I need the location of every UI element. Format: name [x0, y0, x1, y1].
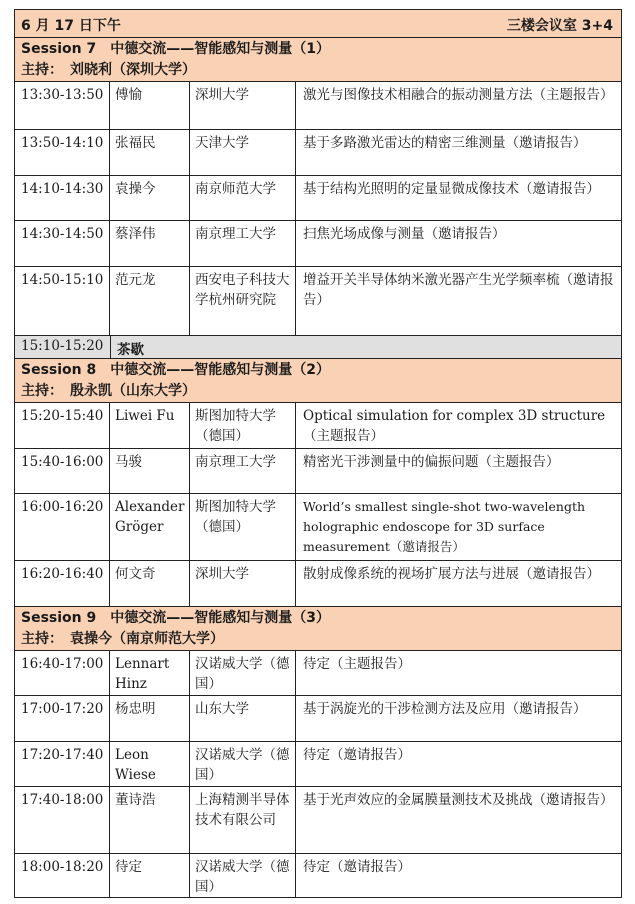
talk-speaker: 张福民	[110, 130, 190, 175]
talk-title: Optical simulation for complex 3D structure（主题报告）	[303, 408, 606, 444]
talk-speaker: 董诗浩	[110, 787, 190, 853]
table-row	[15, 403, 621, 449]
talk-time: 17:00-17:20	[15, 696, 110, 741]
talk-title: 待定（邀请报告）	[303, 859, 411, 875]
talk-title: World’s smallest single-shot two-wavelength holographic endoscope for 3D surface measurement（邀请报告）	[303, 499, 586, 554]
break-time: 15:10-15:20	[21, 338, 104, 354]
day-room: 三楼会议室 3+4	[506, 18, 613, 34]
table-row	[15, 267, 621, 336]
talk-title: 待定（主题报告）	[303, 656, 411, 672]
talk-speaker: Lennart Hinz	[110, 651, 190, 695]
talk-affiliation: 天津大学	[190, 130, 296, 175]
talk-affiliation: 深圳大学	[190, 561, 296, 606]
schedule-table	[14, 9, 622, 898]
talk-title: 增益开关半导体纳米激光器产生光学频率梳（邀请报告）	[303, 272, 614, 308]
talk-time: 15:20-15:40	[15, 403, 110, 448]
talk-title: 扫焦光场成像与测量（邀请报告）	[303, 226, 506, 242]
table-row	[15, 787, 621, 854]
day-date: 6 月 17 日下午	[21, 18, 121, 34]
talk-affiliation: 汉诺威大学（德国）	[190, 651, 296, 695]
talk-speaker: 傅愉	[110, 82, 190, 129]
session-header	[15, 607, 621, 651]
talk-time: 13:30-13:50	[15, 82, 110, 129]
talk-time: 16:20-16:40	[15, 561, 110, 606]
talk-affiliation: 南京师范大学	[190, 176, 296, 220]
table-row	[15, 696, 621, 742]
talk-title: 精密光干涉测量中的偏振问题（主题报告）	[303, 454, 560, 470]
talk-time: 15:40-16:00	[15, 449, 110, 493]
talk-time: 17:40-18:00	[15, 787, 110, 853]
talk-time: 14:10-14:30	[15, 176, 110, 220]
session-chair: 主持： 袁操今（南京师范大学）	[21, 631, 224, 647]
talk-speaker: 袁操今	[110, 176, 190, 220]
talk-speaker: 范元龙	[110, 267, 190, 335]
talk-time: 18:00-18:20	[15, 854, 110, 897]
talk-affiliation: 南京理工大学	[190, 221, 296, 266]
session-header	[15, 38, 621, 82]
talk-speaker: 蔡泽伟	[110, 221, 190, 266]
talk-title: 基于多路激光雷达的精密三维测量（邀请报告）	[303, 135, 587, 151]
table-row	[15, 130, 621, 176]
talk-speaker: 马骏	[110, 449, 190, 493]
talk-speaker: 杨忠明	[110, 696, 190, 741]
talk-title: 散射成像系统的视场扩展方法与进展（邀请报告）	[303, 566, 600, 582]
talk-title: 待定（邀请报告）	[303, 747, 411, 763]
talk-time: 14:50-15:10	[15, 267, 110, 335]
talk-affiliation: 深圳大学	[190, 82, 296, 129]
session-chair: 主持： 刘晓利（深圳大学）	[21, 62, 196, 78]
session-chair: 主持： 殷永凯（山东大学）	[21, 383, 196, 399]
talk-speaker: Liwei Fu	[110, 403, 190, 448]
talk-affiliation: 山东大学	[190, 696, 296, 741]
talk-time: 17:20-17:40	[15, 742, 110, 786]
table-row	[15, 561, 621, 607]
talk-affiliation: 上海精测半导体技术有限公司	[190, 787, 296, 853]
talk-time: 13:50-14:10	[15, 130, 110, 175]
talk-title: 基于结构光照明的定量显微成像技术（邀请报告）	[303, 181, 600, 197]
session-title: Session 8 中德交流——智能感知与测量（2）	[21, 362, 330, 378]
talk-time: 16:00-16:20	[15, 494, 110, 560]
session-header	[15, 359, 621, 403]
talk-title: 激光与图像技术相融合的振动测量方法（主题报告）	[303, 87, 614, 103]
tea-break-row	[15, 336, 621, 359]
talk-speaker: 何文奇	[110, 561, 190, 606]
talk-affiliation: 南京理工大学	[190, 449, 296, 493]
talk-time: 16:40-17:00	[15, 651, 110, 695]
talk-affiliation: 斯图加特大学（德国）	[190, 494, 296, 560]
table-row	[15, 176, 621, 221]
table-row	[15, 854, 621, 897]
table-row	[15, 651, 621, 696]
table-row	[15, 494, 621, 561]
talk-affiliation: 汉诺威大学（德国）	[190, 742, 296, 786]
talk-title: 基于涡旋光的干涉检测方法及应用（邀请报告）	[303, 701, 587, 717]
table-row	[15, 82, 621, 130]
session-title: Session 9 中德交流——智能感知与测量（3）	[21, 610, 330, 626]
table-row	[15, 449, 621, 494]
talk-affiliation: 西安电子科技大学杭州研究院	[190, 267, 296, 335]
day-header	[15, 10, 621, 38]
talk-speaker: Alexander Gröger	[110, 494, 190, 560]
talk-speaker: Leon Wiese	[110, 742, 190, 786]
talk-affiliation: 汉诺威大学（德国）	[190, 854, 296, 897]
talk-time: 14:30-14:50	[15, 221, 110, 266]
talk-speaker: 待定	[110, 854, 190, 897]
table-row	[15, 221, 621, 267]
table-row	[15, 742, 621, 787]
session-title: Session 7 中德交流——智能感知与测量（1）	[21, 41, 330, 57]
talk-title: 基于光声效应的金属膜量测技术及挑战（邀请报告）	[303, 792, 614, 808]
talk-affiliation: 斯图加特大学（德国）	[190, 403, 296, 448]
break-label: 茶歇	[117, 342, 144, 358]
